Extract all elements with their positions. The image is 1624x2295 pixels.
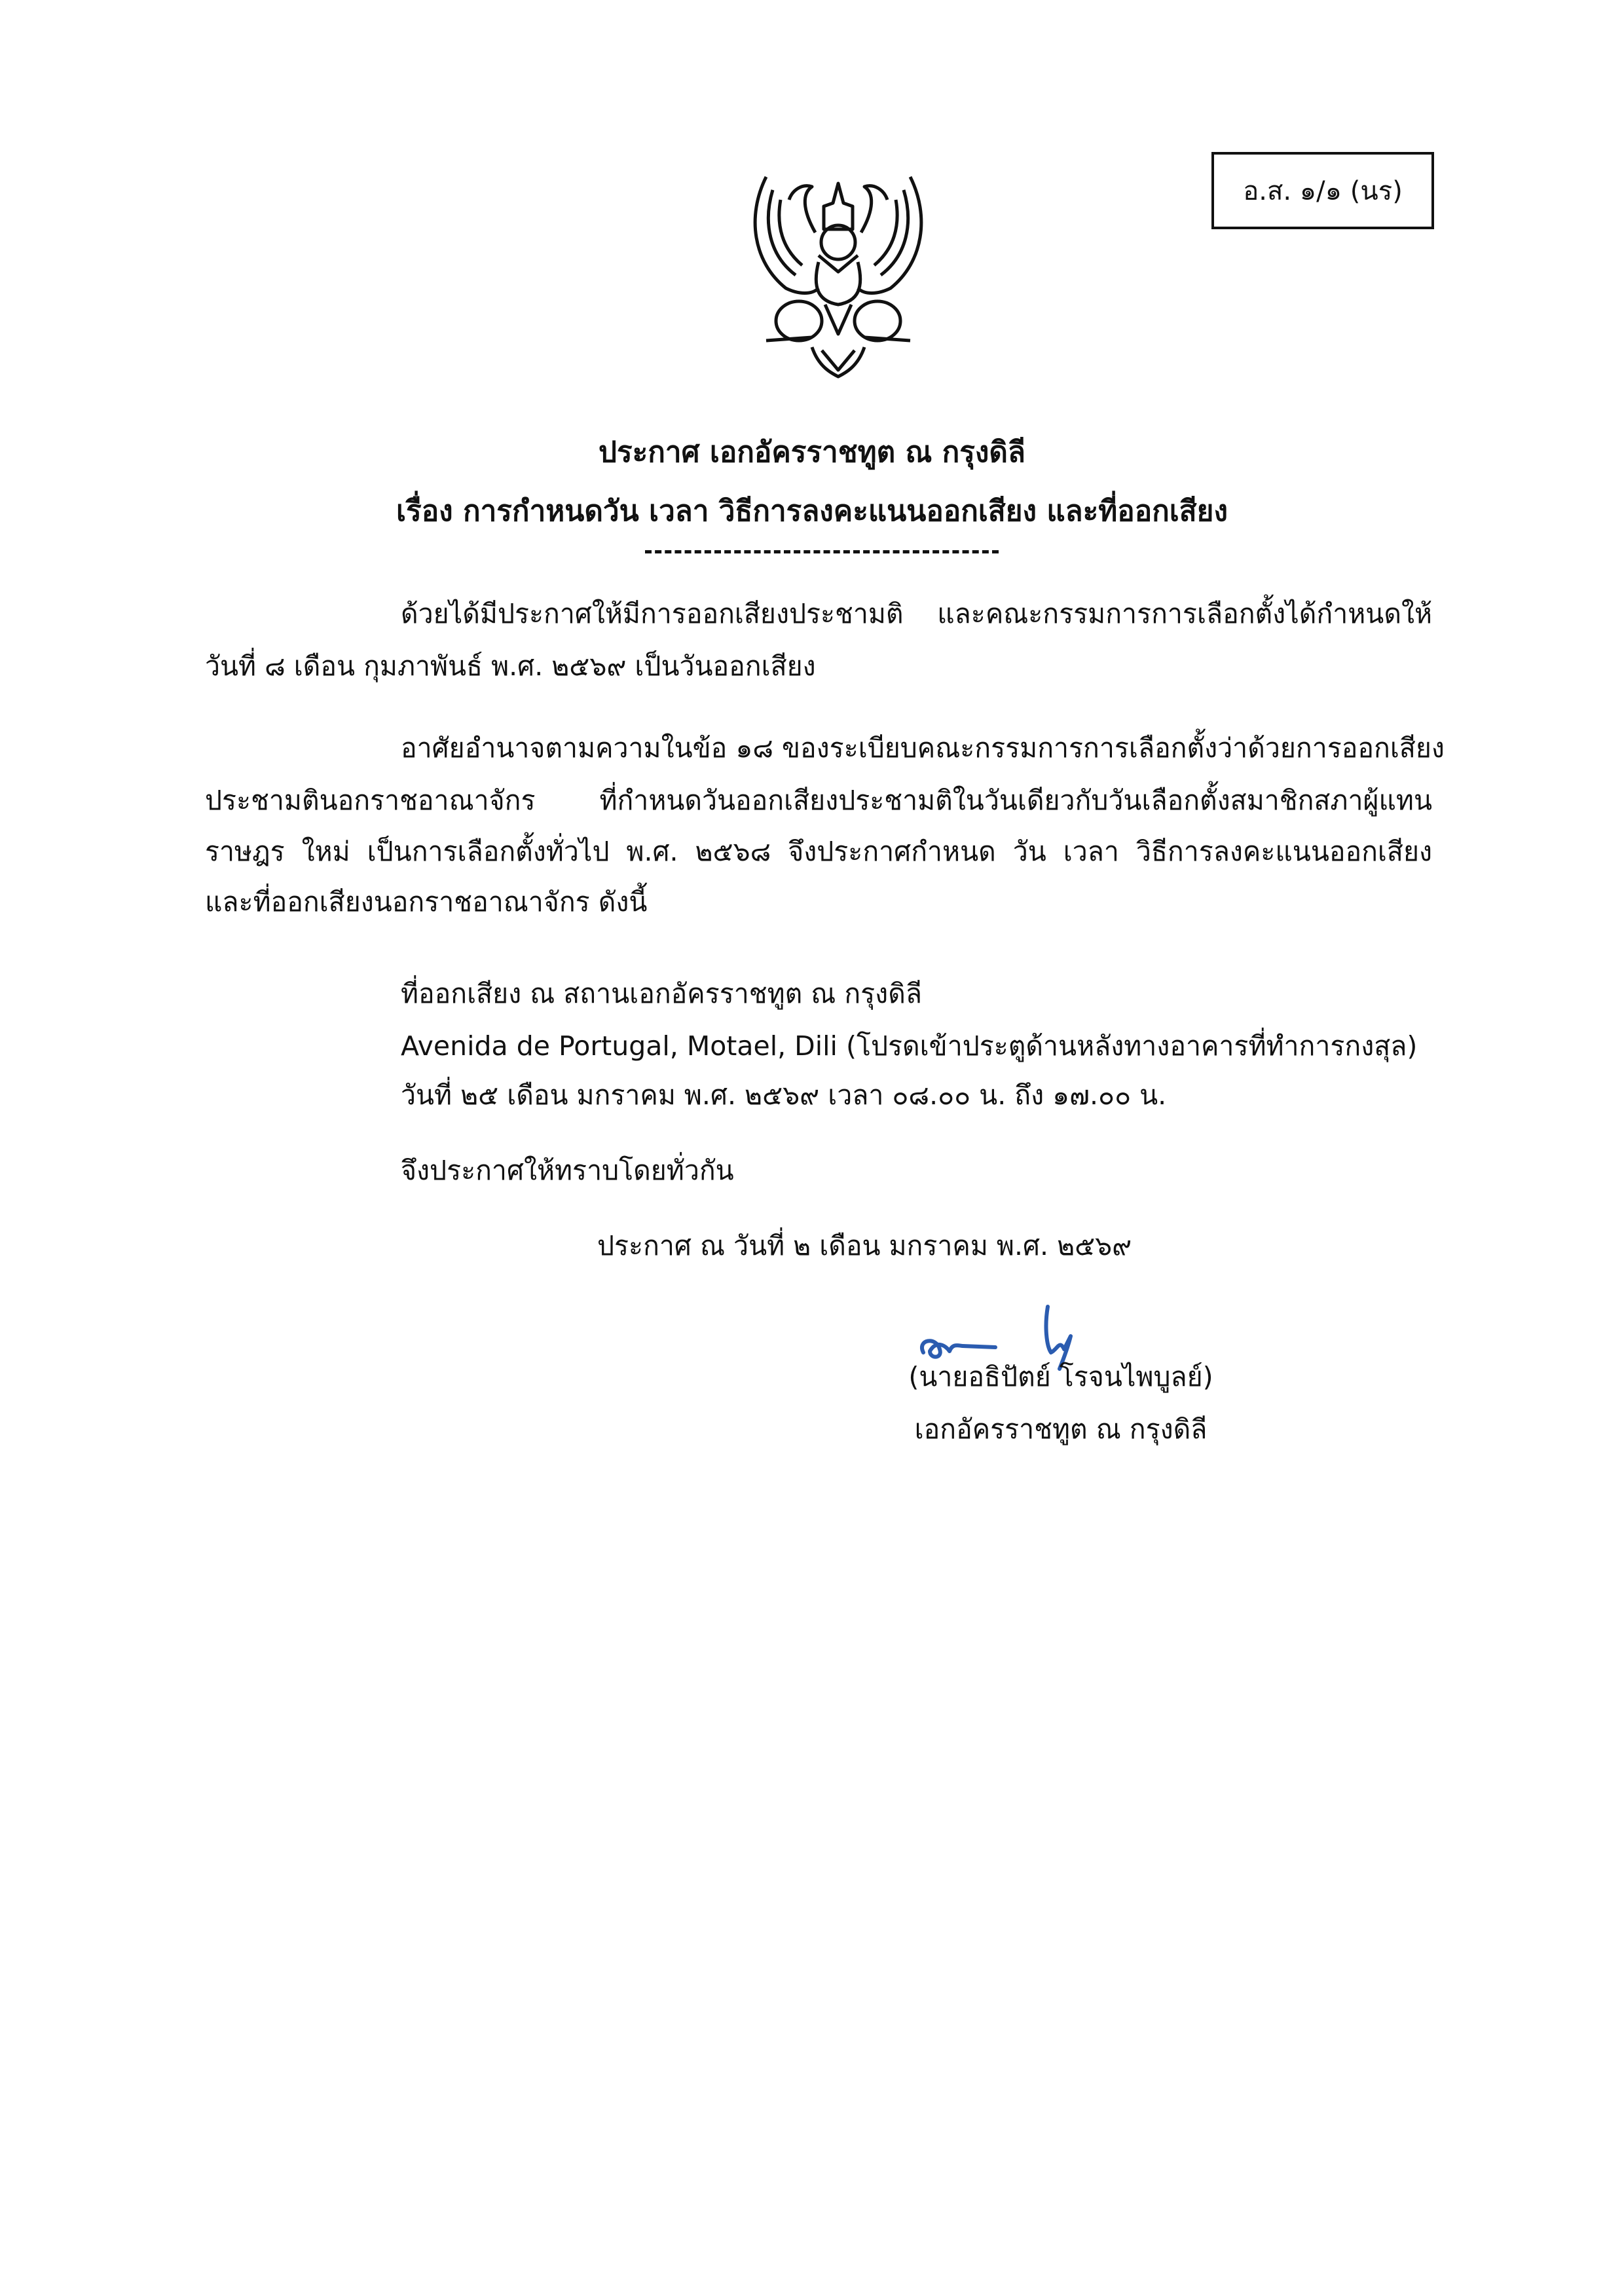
- announcement-subject: เรื่อง การกำหนดวัน เวลา วิธีการลงคะแนนออกเสียง และที่ออกเสียง: [396, 494, 1228, 528]
- paragraph2-line: และที่ออกเสียงนอกราชอาณาจักร ดังนี้: [205, 886, 648, 918]
- closing-statement: จึงประกาศให้ทราบโดยทั่วกัน: [401, 1155, 734, 1186]
- paragraph2-line: ประชามตินอกราชอาณาจักร ที่กำหนดวันออกเสียงประชามติในวันเดียวกับวันเลือกตั้งสมาชิกสภาผู้แทน: [205, 785, 1432, 816]
- signatory-position: เอกอัครราชทูต ณ กรุงดิลี: [914, 1413, 1208, 1445]
- paragraph2-line: อาศัยอำนาจตามความในข้อ ๑๘ ของระเบียบคณะกรรมการการเลือกตั้งว่าด้วยการออกเสียง: [401, 732, 1445, 764]
- voting-datetime: วันที่ ๒๕ เดือน มกราคม พ.ศ. ๒๕๖๙ เวลา ๐๘.๐๐ น. ถึง ๑๗.๐๐ น.: [401, 1079, 1167, 1111]
- signatory-name: (นายอธิปัตย์ โรจนไพบูลย์): [908, 1361, 1213, 1392]
- paragraph1-line: ด้วยได้มีประกาศให้มีการออกเสียงประชามติ และคณะกรรมการการเลือกตั้งได้กำหนดให้: [401, 598, 1432, 629]
- paragraph1-line: วันที่ ๘ เดือน กุมภาพันธ์ พ.ศ. ๒๕๖๙ เป็นวันออกเสียง: [205, 650, 816, 682]
- title-divider: [645, 550, 999, 553]
- form-code-label: อ.ส. ๑/๑ (นร): [1243, 176, 1403, 206]
- announcement-date: ประกาศ ณ วันที่ ๒ เดือน มกราคม พ.ศ. ๒๕๖๙: [597, 1230, 1132, 1261]
- garuda-emblem-icon: [740, 164, 936, 380]
- voting-location: ที่ออกเสียง ณ สถานเอกอัครราชทูต ณ กรุงดิลี: [401, 978, 922, 1009]
- form-code-box: [1211, 152, 1434, 229]
- paragraph2-line: ราษฎร ใหม่ เป็นการเลือกตั้งทั่วไป พ.ศ. ๒๕๖๘ จึงประกาศกำหนด วัน เวลา วิธีการลงคะแนนออกเสียง: [205, 836, 1432, 867]
- voting-address: Avenida de Portugal, Motael, Dili (โปรดเข้าประตูด้านหลังทางอาคารที่ทำการกงสุล): [401, 1030, 1418, 1062]
- announcement-title: ประกาศ เอกอัครราชทูต ณ กรุงดิลี: [599, 436, 1025, 469]
